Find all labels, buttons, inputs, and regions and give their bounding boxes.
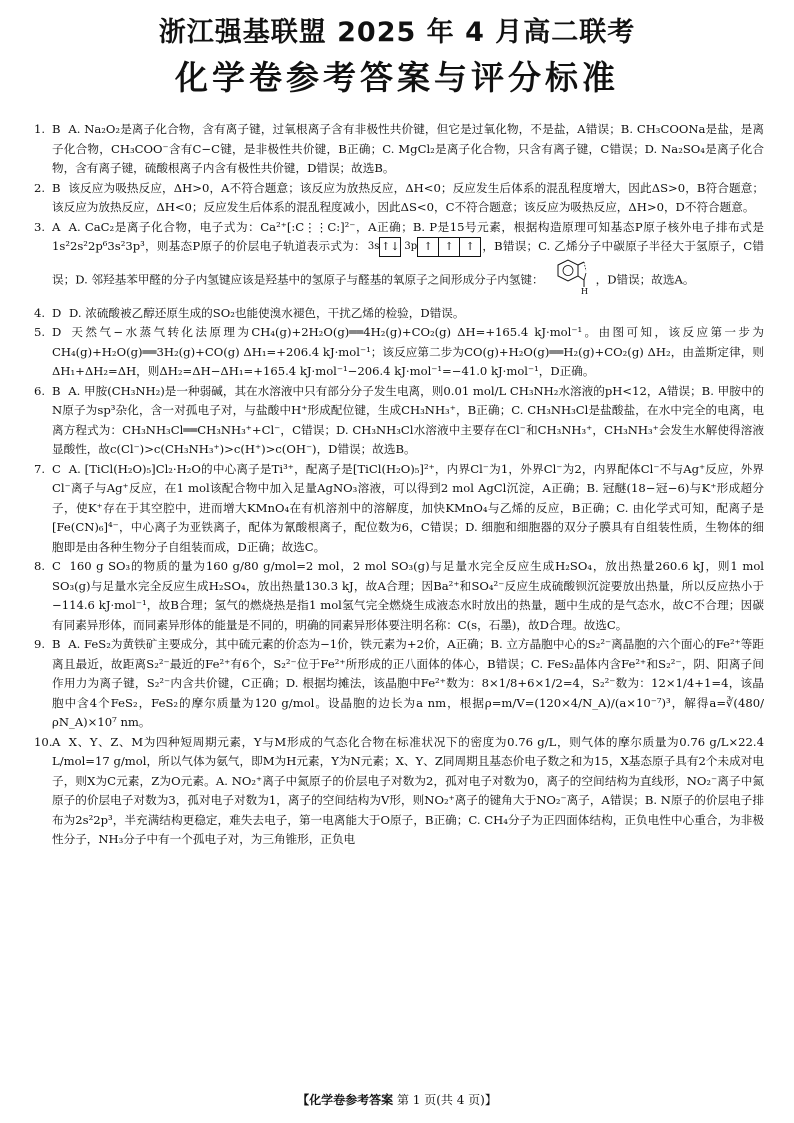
orbital-box-3p: ↑: [417, 237, 439, 257]
question-explanation: D. 浓硫酸被乙醇还原生成的SO₂也能使溴水褪色，干扰乙烯的检验，D错误。: [68, 305, 465, 320]
question-explanation-c: ，D错误；故选A。: [595, 272, 695, 287]
question-explanation-a: A. CaC₂是离子化合物，电子式为：Ca²⁺[:C⋮⋮C:]²⁻，A正确；B. P是15号元素，根据构造原理可知基态P原子核外电子排布式是1s²2s²2p⁶3s²3p³，则基态P原子的价层电子轨道表示式为：: [52, 219, 764, 253]
question-number: 2.: [34, 180, 46, 195]
orbital-box-3p: ↑: [459, 237, 481, 257]
question-answer: B: [52, 383, 61, 398]
question-explanation: 160 g SO₃的物质的量为160 g/80 g/mol=2 mol，2 mol SO₃(g)与足量水完全反应生成H₂SO₄，放出热量260.6 kJ，则1 mol SO₃(g)与足量水完全反应生成H₂SO₄，放出热量130.3 kJ，故A合理；因Ba²⁺和SO₄²⁻反应生成硫酸钡沉淀要放出热量，所以反应热小于−114.6 kJ·mol⁻¹，故B合理；氢气的燃烧热是指1 mol氢气完全燃烧生成液态水时放出的热量，题中生成的是气态水，故C不合理；因碳有同素异形体，而同素异形体的能量是不同的，明确的同素异形体要注明名称：C(s，石墨)，故D合理。故选C。: [52, 559, 765, 632]
question-2: [34, 179, 764, 218]
question-answer: B: [52, 637, 61, 651]
hydrogen-bond-structure: [548, 259, 592, 302]
question-5: [34, 323, 764, 382]
question-10: [34, 733, 764, 850]
orbital-label-3s: 3s: [367, 241, 380, 252]
question-answer: B: [52, 122, 61, 136]
question-number: 4.: [34, 305, 46, 320]
question-answer: A: [52, 219, 61, 234]
question-number: 9.: [34, 637, 46, 651]
question-8: [34, 557, 764, 635]
footer-label: 【化学卷参考答案: [297, 1093, 394, 1107]
question-explanation: A. [TiCl(H₂O)₅]Cl₂·H₂O的中心离子是Ti³⁺，配离子是[TiCl(H₂O)₅]²⁺，内界Cl⁻为1，外界Cl⁻为2，内界配体Cl⁻不与Ag⁺反应，外界Cl⁻离子与Ag⁺反应，在1 mol该配合物中加入足量AgNO₃溶液，可以得到2 mol AgCl沉淀，A正确；B. 冠醚(18−冠−6)与K⁺形成超分子，使K⁺存在于其空腔中，进而增大KMnO₄在有机溶剂中的溶解度，加快KMnO₄与乙烯的反应，B正确；C. 由化学式可知，配离子是[Fe(CN)₆]⁴⁻，中心离子为亚铁离子，配体为氰酸根离子，配位数为6，C错误；D. 细胞和细胞器的双分子膜具有自组装性质，生物体的细胞即是由各种生物分子自组装而成，D正确；故选C。: [52, 461, 764, 554]
question-9: [34, 635, 764, 733]
question-number: 3.: [34, 219, 46, 234]
question-explanation: X、Y、Z、M为四种短周期元素，Y与M形成的气态化合物在标准状况下的密度为0.76 g/L，则气体的摩尔质量为0.76 g/L×22.4 L/mol=17 g/mol，所以气体为氨气，即M为H元素，Y为N元素；X、Y、Z同周期且基态价电子数之和为15，X基态原子具有2个未成对电子，则X为C元素，Z为O元素。A. NO₂⁺离子中氮原子的价层电子对数为2，孤对电子对数为0，离子的空间结构为直线形，NO₂⁻离子中氮原子的价层电子对数为3，孤对电子对数为1，离子的空间结构为V形，则NO₂⁺离子的键角大于NO₂⁻离子，A错误；B. N原子的价层电子排布为2s²2p³，半充满结构更稳定，难失去电子，第一电离能大于O原子，B正确；C. CH₄分子为正四面体结构，正负电性中心重合，为非极性分子，NH₃分子中有一个孤电子对，为三角锥形，正负电: [52, 734, 764, 846]
footer-page-number: 第 1 页(共 4 页)】: [396, 1093, 497, 1107]
question-number: 6.: [34, 383, 46, 398]
answer-content: [34, 120, 764, 850]
question-number: 1.: [34, 122, 46, 136]
exam-title: 浙江强基联盟 2025 年 4 月高二联考: [158, 17, 636, 48]
question-3: [34, 218, 764, 304]
question-number: 5.: [34, 325, 46, 339]
question-answer: D: [52, 325, 62, 339]
question-answer: C: [52, 559, 61, 573]
page-footer: [0, 1091, 794, 1108]
question-7: [34, 460, 764, 558]
question-number: 8.: [34, 559, 46, 573]
question-4: [34, 304, 764, 324]
question-explanation: 该反应为吸热反应，ΔH>0，A不符合题意；该反应为放热反应，ΔH<0；反应发生后体系的混乱程度增大，因此ΔS>0，B符合题意；该反应为放热反应，ΔH<0；反应发生后体系的混乱程度减小，因此ΔS<0，C不符合题意；该反应为吸热反应，ΔH>0，D不符合题意。: [52, 180, 765, 214]
question-number: 7.: [34, 461, 46, 476]
question-explanation: A. 甲胺(CH₃NH₂)是一种弱碱，其在水溶液中只有部分分子发生电离，则0.01 mol/L CH₃NH₂水溶液的pH<12，A错误；B. 甲胺中的N原子为sp³杂化，含一对孤电子对，与盐酸中H⁺形成配位键，生成CH₃NH₃⁺，B正确；C. CH₃NH₃Cl是盐酸盐，在水中完全的电离，电离方程式为：CH₃NH₃Cl══CH₃NH₃⁺+Cl⁻，C错误；D. CH₃NH₃Cl水溶液中主要存在Cl⁻和CH₃NH₃⁺，CH₃NH₃⁺会发生水解使得溶液显酸性，故c(Cl⁻)>c(CH₃NH₃⁺)>c(H⁺)>c(OH⁻)，D错误；故选B。: [52, 383, 764, 456]
question-explanation-b: ，B错误；C. 乙烯分子中碳原子半径大于氢原子，C错误；D. 邻羟基苯甲醛的分子内氢键应该是羟基中的氢原子与醛基的氧原子之间形成分子内氢键：: [52, 239, 764, 287]
question-answer: B: [52, 180, 61, 195]
answer-key-title: 化学卷参考答案与评分标准: [175, 58, 619, 97]
orbital-label-3p: 3p: [404, 241, 418, 252]
orbital-diagram: [368, 237, 480, 257]
question-answer: C: [52, 461, 61, 476]
question-explanation: A. FeS₂为黄铁矿主要成分，其中硫元素的价态为−1价，铁元素为+2价，A正确；B. 立方晶胞中心的S₂²⁻离晶胞的六个面心的Fe²⁺等距离且最近，故距离S₂²⁻最近的Fe²⁺有6个，S₂²⁻位于Fe²⁺所形成的正八面体的体心，B错误；C. FeS₂晶体内含Fe²⁺和S₂²⁻，阴、阳离子间作用力为离子键，S₂²⁻内含共价键，C正确；D. 根据均摊法，该晶胞中Fe²⁺数为：8×1/8+6×1/2=4，S₂²⁻数为：12×1/4+1=4，该晶胞中含4个FeS₂，FeS₂的摩尔质量为120 g/mol。设晶胞的边长为a nm，根据ρ=m/V=(120×4/N_A)/(a×10⁻⁷)³，解得a=∛(480/ρN_A)×10⁷ nm。: [52, 637, 764, 729]
question-answer: D: [52, 305, 62, 320]
question-explanation: 天然气−水蒸气转化法原理为CH₄(g)+2H₂O(g)══4H₂(g)+CO₂(g) ΔH=+165.4 kJ·mol⁻¹。由图可知，该反应第一步为CH₄(g)+H₂O(g)══3H₂(g)+CO(g) ΔH₁=+206.4 kJ·mol⁻¹；该反应第二步为CO(g)+H₂O(g)══H₂(g)+CO₂(g) ΔH₂，由盖斯定律，则ΔH₁+ΔH₂=ΔH，则ΔH₂=ΔH−ΔH₁=+165.4 kJ·mol⁻¹−206.4 kJ·mol⁻¹=−41.0 kJ·mol⁻¹，D正确。: [52, 325, 765, 378]
orbital-box-3s: ↑↓: [379, 237, 401, 257]
question-1: [34, 120, 764, 179]
orbital-box-3p: ↑: [438, 237, 460, 257]
question-explanation: A. Na₂O₂是离子化合物，含有离子键，过氧根离子含有非极性共价键，但它是过氧化物，不是盐，A错误；B. CH₃COONa是盐，是离子化合物，CH₃COO⁻含有C−C键，是非极性共价键，B正确；C. MgCl₂是离子化合物，只含有离子键，C错误；D. Na₂SO₄是离子化合物，含有离子键，硫酸根离子内含有极性共价键，D错误；故选B。: [52, 122, 764, 175]
hydrogen-atom-label: H: [580, 287, 588, 295]
question-6: [34, 382, 764, 460]
question-number: 10.: [34, 734, 53, 749]
question-answer: A: [52, 734, 61, 749]
